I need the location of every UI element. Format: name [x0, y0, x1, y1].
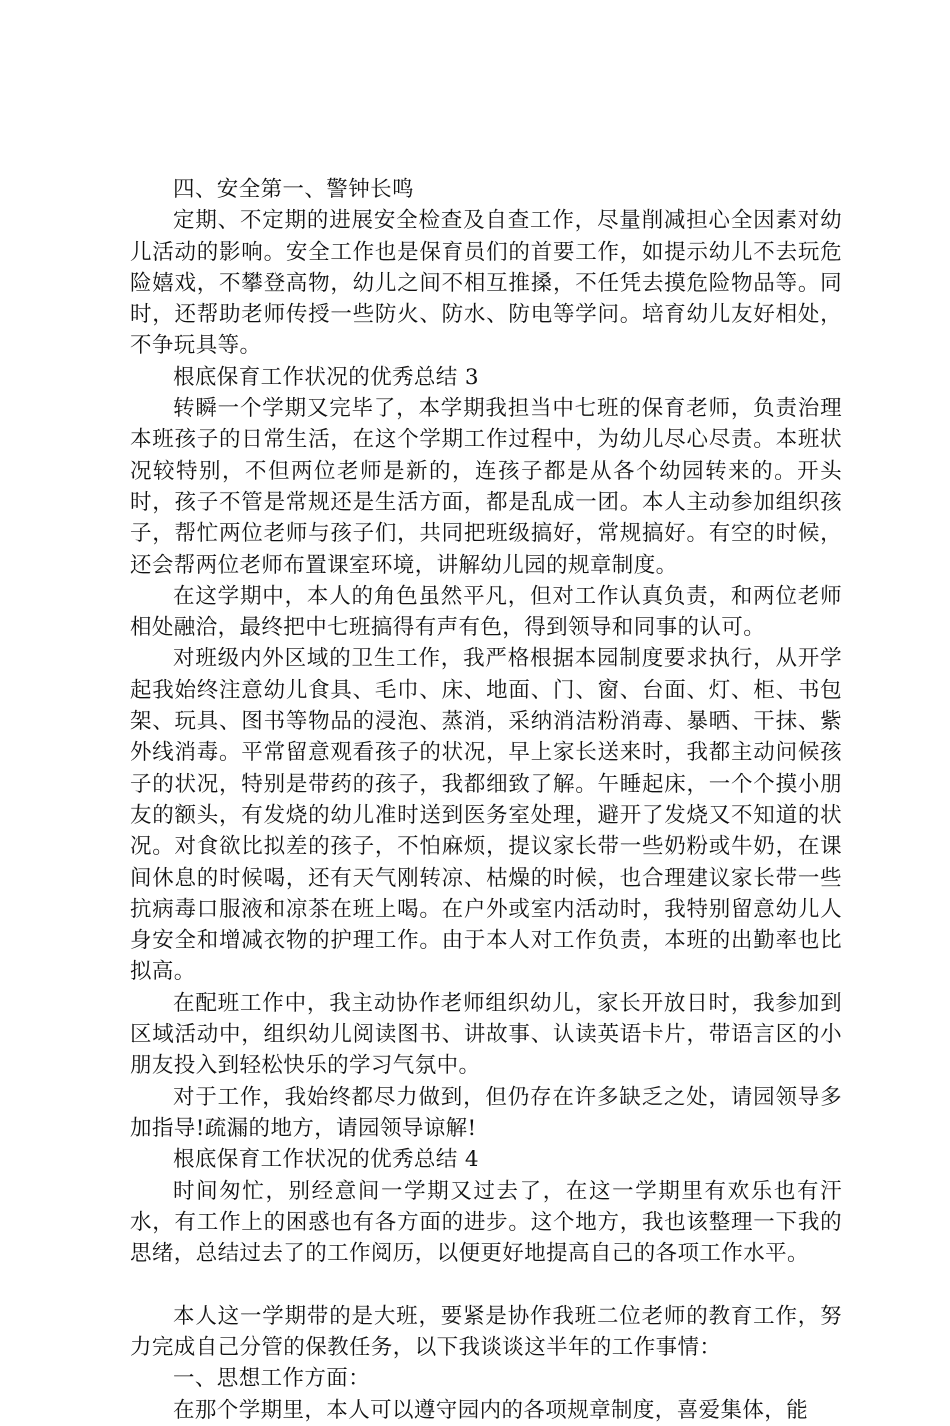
- section-title-summary-3: 根底保育工作状况的优秀总结 3: [173, 364, 480, 390]
- paragraph-role: 在这学期中，本人的角色虽然平凡，但对工作认真负责，和两位老师相处融洽，最终把中七班搞得有声有色，得到领导和同事的认可。: [130, 583, 842, 641]
- paragraph-class-cooperation: 在配班工作中，我主动协作老师组织幼儿，家长开放日时，我参加到区域活动中，组织幼儿阅读图书、讲故事、认读英语卡片，带语言区的小朋友投入到轻松快乐的学习气氛中。: [130, 990, 842, 1079]
- paragraph-closing: 对于工作，我始终都尽力做到，但仍存在许多缺乏之处，请园领导多加指导!疏漏的地方，请园领导谅解!: [130, 1084, 842, 1141]
- section-title-summary-4: 根底保育工作状况的优秀总结 4: [173, 1147, 480, 1173]
- section-heading-safety: 四、安全第一、警钟长鸣: [173, 177, 414, 202]
- paragraph-semester-intro: 转瞬一个学期又完毕了，本学期我担当中七班的保育老师，负责治理本班孩子的日常生活，在这个学期工作过程中，为幼儿尽心尽责。本班状况较特别，不但两位老师是新的，连孩子都是从各个幼园转来的。开头时，孩子不管是常规还是生活方面，都是乱成一团。本人主动参加组织孩子，帮忙两位老师与孩子们，共同把班级搞好，常规搞好。有空的时候，还会帮两位老师布置课室环境，讲解幼儿园的规章制度。: [130, 396, 842, 578]
- section-heading-thought: 一、思想工作方面：: [173, 1366, 371, 1392]
- document-body: [130, 174, 842, 1426]
- paragraph-time-flies: 时间匆忙，别经意间一学期又过去了，在这一学期里有欢乐也有汗水，有工作上的困惑也有各方面的进步。这个地方，我也该整理一下我的思绪，总结过去了的工作阅历，以便更好地提高自己的各项工作水平。: [130, 1178, 842, 1267]
- blank-line: [130, 1269, 842, 1300]
- paragraph-safety: 定期、不定期的进展安全检查及自查工作，尽量削减担心全因素对幼儿活动的影响。安全工作也是保育员们的首要工作，如提示幼儿不去玩危险嬉戏，不攀登高物，幼儿之间不相互推搡，不任凭去摸危险物品等。同时，还帮助老师传授一些防火、防水、防电等学问。培育幼儿友好相处，不争玩具等。: [130, 208, 842, 359]
- paragraph-rules: 在那个学期里，本人可以遵守园内的各项规章制度，喜爱集体，能: [173, 1397, 809, 1423]
- paragraph-big-class: 本人这一学期带的是大班，要紧是协作我班二位老师的教育工作，努力完成自己分管的保教任务，以下我谈谈这半年的工作事情：: [130, 1303, 842, 1360]
- paragraph-hygiene: 对班级内外区域的卫生工作，我严格根据本园制度要求执行，从开学起我始终注意幼儿食具、毛巾、床、地面、门、窗、台面、灯、柜、书包架、玩具、图书等物品的浸泡、蒸消，采纳消洁粉消毒、暴晒、干抹、紫外线消毒。平常留意观看孩子的状况，早上家长送来时，我都主动问候孩子的状况，特别是带药的孩子，我都细致了解。午睡起床，一个个摸小朋友的额头，有发烧的幼儿准时送到医务室处理，避开了发烧又不知道的状况。对食欲比拟差的孩子，不怕麻烦，提议家长带一些奶粉或牛奶，在课间休息的时候喝，还有天气刚转凉、枯燥的时候，也合理建议家长带一些抗病毒口服液和凉茶在班上喝。在户外或室内活动时，我特别留意幼儿人身安全和增减衣物的护理工作。由于本人对工作负责，本班的出勤率也比拟高。: [130, 646, 842, 985]
